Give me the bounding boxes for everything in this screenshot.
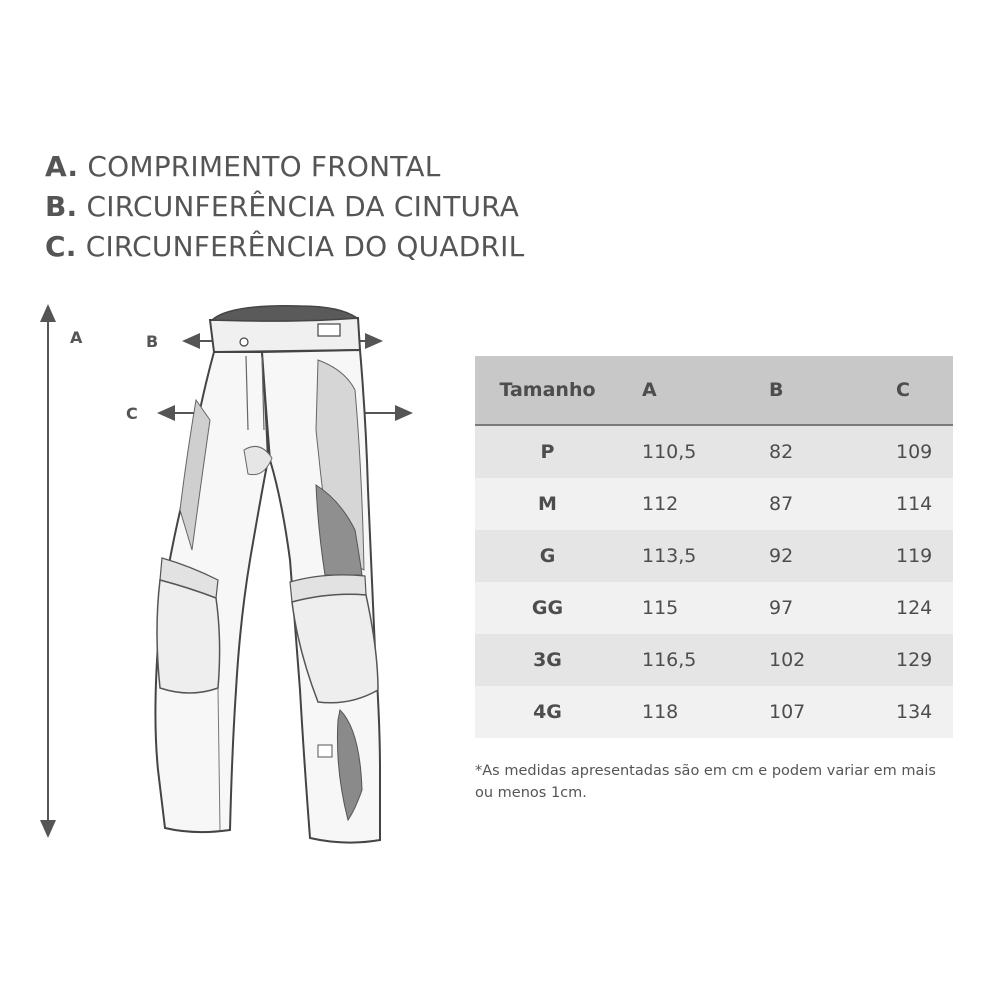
table-row <box>475 582 953 634</box>
header-b: B <box>747 356 874 425</box>
cell-b: 92 <box>747 530 874 582</box>
legend-text: CIRCUNFERÊNCIA DA CINTURA <box>86 190 520 223</box>
cell-size: G <box>475 530 620 582</box>
legend-item-b <box>45 187 524 227</box>
header-a: A <box>620 356 747 425</box>
measurement-legend <box>45 147 524 267</box>
legend-letter: A. <box>45 150 79 183</box>
pants-drawing <box>0 290 470 890</box>
cell-c: 109 <box>874 425 953 478</box>
cell-b: 102 <box>747 634 874 686</box>
legend-letter: B. <box>45 190 78 223</box>
cell-b: 97 <box>747 582 874 634</box>
cell-a: 113,5 <box>620 530 747 582</box>
legend-text: CIRCUNFERÊNCIA DO QUADRIL <box>85 230 525 263</box>
table-row <box>475 530 953 582</box>
header-size: Tamanho <box>475 356 620 425</box>
cell-a: 118 <box>620 686 747 738</box>
label-c: C <box>126 404 138 423</box>
cell-c: 124 <box>874 582 953 634</box>
legend-text: COMPRIMENTO FRONTAL <box>87 150 441 183</box>
cell-size: M <box>475 478 620 530</box>
cell-c: 119 <box>874 530 953 582</box>
cell-a: 112 <box>620 478 747 530</box>
cell-size: 4G <box>475 686 620 738</box>
legend-letter: C. <box>45 230 77 263</box>
cell-size: GG <box>475 582 620 634</box>
cell-size: P <box>475 425 620 478</box>
table-header-row <box>475 356 953 425</box>
cell-b: 87 <box>747 478 874 530</box>
table-row <box>475 634 953 686</box>
cell-b: 82 <box>747 425 874 478</box>
cell-a: 115 <box>620 582 747 634</box>
header-c: C <box>874 356 953 425</box>
cell-b: 107 <box>747 686 874 738</box>
cell-c: 134 <box>874 686 953 738</box>
table-row <box>475 686 953 738</box>
label-a: A <box>70 328 83 347</box>
cell-size: 3G <box>475 634 620 686</box>
cell-a: 110,5 <box>620 425 747 478</box>
legend-item-a <box>45 147 524 187</box>
measurement-note: *As medidas apresentadas são em cm e podem variar em mais ou menos 1cm. <box>475 763 936 801</box>
size-table <box>475 356 953 738</box>
table-row <box>475 425 953 478</box>
cell-a: 116,5 <box>620 634 747 686</box>
pants-illustration <box>0 290 470 890</box>
table-row <box>475 478 953 530</box>
cell-c: 129 <box>874 634 953 686</box>
label-b: B <box>146 332 159 351</box>
cell-c: 114 <box>874 478 953 530</box>
legend-item-c <box>45 227 524 267</box>
